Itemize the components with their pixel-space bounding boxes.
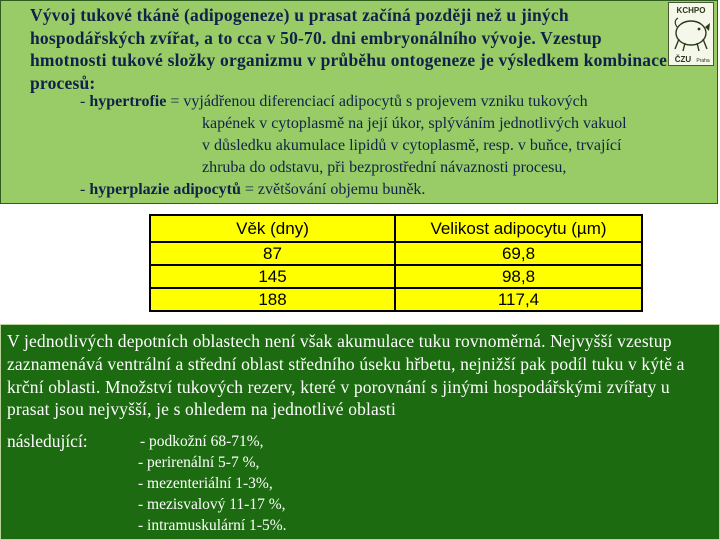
logo-bottom-text: ČZU xyxy=(674,55,692,64)
university-logo xyxy=(668,2,714,66)
table-cell-size: 98,8 xyxy=(396,266,641,287)
logo-bottom-small: Praha xyxy=(696,58,710,64)
depot-lead: následující: xyxy=(7,431,88,451)
hypertrophy-line-4: zhruba do odstavu, při bezprostřední návaznosti procesu, xyxy=(202,159,567,176)
hypertrophy-line-2: kapének v cytoplasmě na její úkor, splýváním jednotlivých vakuol xyxy=(202,115,627,132)
intro-paragraph: Vývoj tukové tkáně (adipogeneze) u prasat začíná později než u jiných hospodářských zvířat, a to cca v 50-70. dni embryonálního vývoje. Vzestup hmotnosti tukové složky organizmu v průběhu ontogeneze je výsledkem kombinace procesů: xyxy=(30,5,668,93)
depot-item-intramuscular: - intramuskulární 1-5%. xyxy=(138,517,287,534)
depot-item-intermuscular: - mezisvalový 11-17 %, xyxy=(138,496,286,513)
table-cell-age: 188 xyxy=(151,289,394,310)
table-header-age: Věk (dny) xyxy=(151,216,394,241)
logo-top-text: KCHPO xyxy=(676,6,706,15)
hyperplasia-text: = zvětšování objemu buněk. xyxy=(240,181,426,198)
hyperplasia-prefix: - xyxy=(80,181,90,198)
hypertrophy-term: hypertrofie xyxy=(89,93,167,110)
table-cell-age: 87 xyxy=(151,243,394,264)
depot-item-perirenal: - perirenální 5-7 %, xyxy=(138,454,260,471)
table-header-size: Velikost adipocytu (µm) xyxy=(396,216,641,241)
depot-item-mesenteric: - mezenteriální 1-3%, xyxy=(138,475,273,492)
hypertrophy-prefix: - xyxy=(80,93,90,110)
adipocyte-table xyxy=(149,214,643,312)
hypertrophy-line-1 xyxy=(80,92,588,112)
hyperplasia-line xyxy=(80,180,425,200)
table-cell-size: 69,8 xyxy=(396,243,641,264)
hypertrophy-text-1: = vyjádřenou diferenciací adipocytů s projevem vzniku tukových xyxy=(166,93,588,110)
hypertrophy-line-3: v důsledku akumulace lipidů v cytoplasmě, resp. v buňce, trvající xyxy=(202,137,622,154)
table-cell-size: 117,4 xyxy=(396,289,641,310)
hyperplasia-term: hyperplazie adipocytů xyxy=(89,181,241,198)
table-cell-age: 145 xyxy=(151,266,394,287)
pig-emblem-icon xyxy=(669,3,713,65)
depot-text: V jednotlivých depotních oblastech není však akumulace tuku rovnoměrná. Nejvyšší vzestup zaznamenává ventrální a střední oblast středního úseku hřbetu, nejnižší pak podíl tuku v kýtě a krční oblasti. Množství tukových rezerv, které v porovnání s jinými hospodářskými zvířaty u prasat jsou nejvyšší, je s ohledem na jednotlivé oblasti xyxy=(7,331,685,420)
depot-paragraph xyxy=(7,330,713,421)
depot-item-subcutaneous: - podkožní 68-71%, xyxy=(140,433,264,450)
